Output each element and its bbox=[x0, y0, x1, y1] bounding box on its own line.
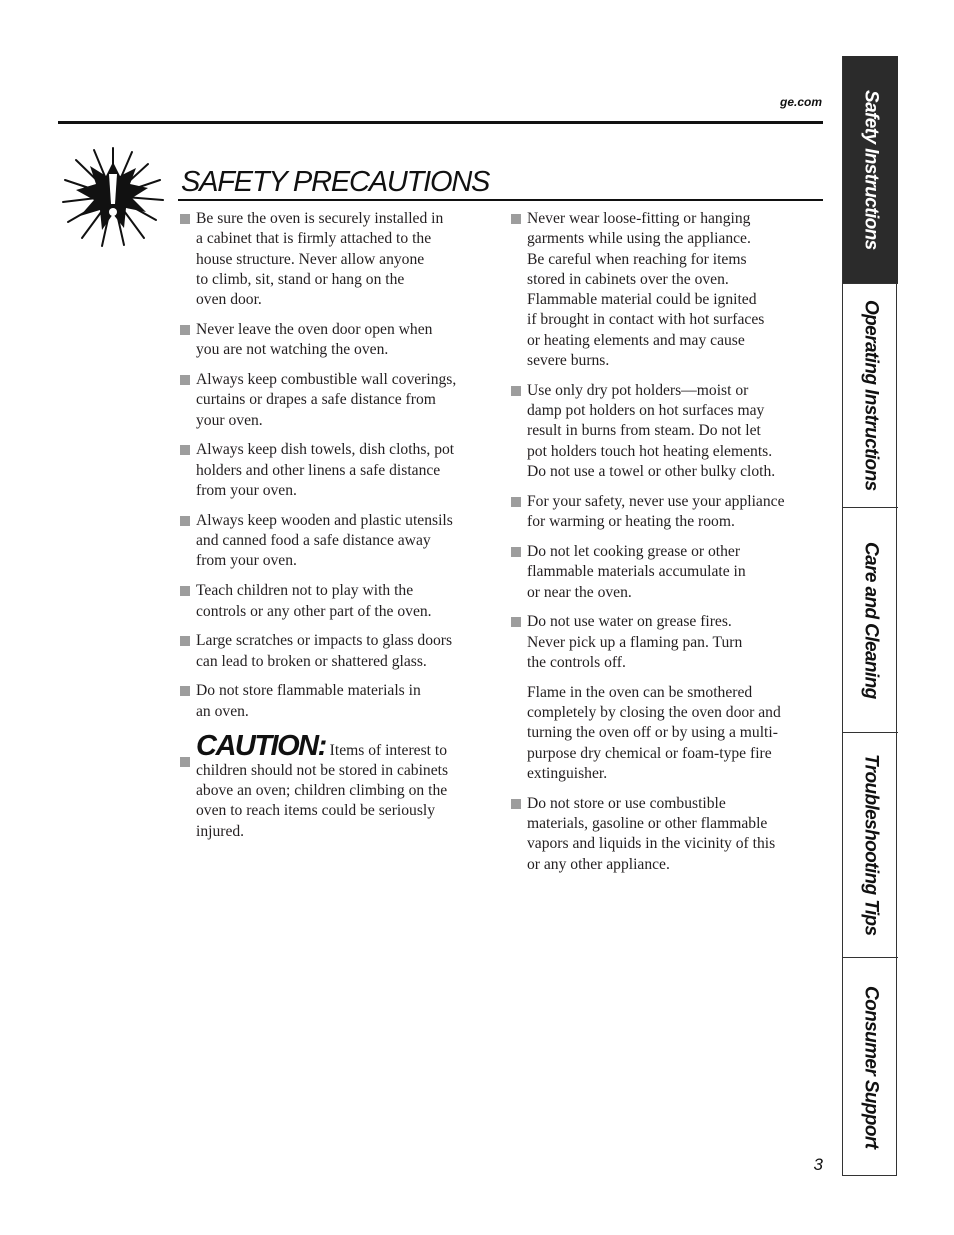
section-tabs bbox=[842, 56, 897, 1176]
site-url: ge.com bbox=[779, 95, 822, 109]
list-item: Always keep dish towels, dish cloths, pot holders and other linens a safe distance from your oven. bbox=[180, 440, 492, 501]
tab-care-and-cleaning[interactable] bbox=[843, 507, 898, 732]
header-rule bbox=[58, 121, 823, 124]
list-item: Do not store or use combustible materials, gasoline or other flammable vapors and liquids in the vicinity of this or any other appliance. bbox=[511, 794, 823, 875]
exclamation-burst-icon bbox=[60, 144, 166, 248]
list-item: Always keep wooden and plastic utensils and canned food a safe distance away from your oven. bbox=[180, 511, 492, 572]
square-bullet-icon bbox=[180, 325, 190, 335]
left-column bbox=[180, 209, 492, 852]
list-item: Large scratches or impacts to glass doors can lead to broken or shattered glass. bbox=[180, 631, 492, 672]
tab-troubleshooting-tips[interactable] bbox=[843, 732, 898, 957]
list-item: Do not use water on grease fires. Never pick up a flaming pan. Turn the controls off. bbox=[511, 612, 823, 673]
square-bullet-icon bbox=[180, 375, 190, 385]
list-item: Be sure the oven is securely installed in a cabinet that is firmly attached to the house structure. Never allow anyone to climb, sit, stand or hang on the oven door. bbox=[180, 209, 492, 310]
square-bullet-icon bbox=[180, 445, 190, 455]
square-bullet-icon bbox=[511, 214, 521, 224]
list-item: For your safety, never use your appliance for warming or heating the room. bbox=[511, 492, 823, 533]
list-item: Use only dry pot holders—moist or damp pot holders on hot surfaces may result in burns from steam. Do not let pot holders touch hot heating elements. Do not use a towel or other bulky cloth. bbox=[511, 381, 823, 482]
tab-consumer-support[interactable] bbox=[843, 957, 898, 1176]
square-bullet-icon bbox=[511, 547, 521, 557]
page-number: 3 bbox=[813, 1155, 823, 1174]
tab-safety-instructions[interactable] bbox=[843, 56, 898, 283]
tab-label: Consumer Support bbox=[860, 985, 882, 1149]
title-rule bbox=[178, 199, 823, 201]
tab-operating-instructions[interactable] bbox=[843, 283, 898, 507]
square-bullet-icon bbox=[511, 799, 521, 809]
caution-label: CAUTION: bbox=[196, 729, 326, 762]
caution-text: Items of interest to children should not be stored in cabinets above an oven; children climbing on the oven to reach items could be seriously injured. bbox=[196, 741, 449, 840]
tab-label: Care and Cleaning bbox=[860, 541, 882, 699]
square-bullet-icon bbox=[511, 617, 521, 627]
paragraph: Flame in the oven can be smothered completely by closing the oven door and turning the oven off or by using a multi- purpose dry chemical or foam-type fire extinguisher. bbox=[527, 683, 781, 782]
square-bullet-icon bbox=[180, 516, 190, 526]
caution-item bbox=[180, 729, 492, 842]
page-title: SAFETY PRECAUTIONS bbox=[181, 166, 490, 198]
square-bullet-icon bbox=[180, 586, 190, 596]
square-bullet-icon bbox=[511, 497, 521, 507]
list-item: Teach children not to play with the controls or any other part of the oven. bbox=[180, 581, 492, 622]
tab-label: Troubleshooting Tips bbox=[860, 754, 882, 936]
square-bullet-icon bbox=[511, 386, 521, 396]
list-item: Always keep combustible wall coverings, curtains or drapes a safe distance from your oven. bbox=[180, 370, 492, 431]
list-item: Never leave the oven door open when you are not watching the oven. bbox=[180, 320, 492, 361]
square-bullet-icon bbox=[180, 214, 190, 224]
tab-label: Operating Instructions bbox=[860, 300, 882, 491]
list-item: Do not let cooking grease or other flammable materials accumulate in or near the oven. bbox=[511, 542, 823, 603]
list-item: Never wear loose-fitting or hanging garments while using the appliance. Be careful when reaching for items stored in cabinets over the oven. Flammable material could be ignited if brought in contact with hot surfaces or heating elements and may cause severe burns. bbox=[511, 209, 823, 371]
tab-label: Safety Instructions bbox=[860, 89, 882, 250]
square-bullet-icon bbox=[180, 636, 190, 646]
list-item: Do not store flammable materials in an oven. bbox=[180, 681, 492, 722]
square-bullet-icon bbox=[180, 686, 190, 696]
right-column bbox=[511, 209, 823, 884]
square-bullet-icon bbox=[180, 757, 190, 767]
